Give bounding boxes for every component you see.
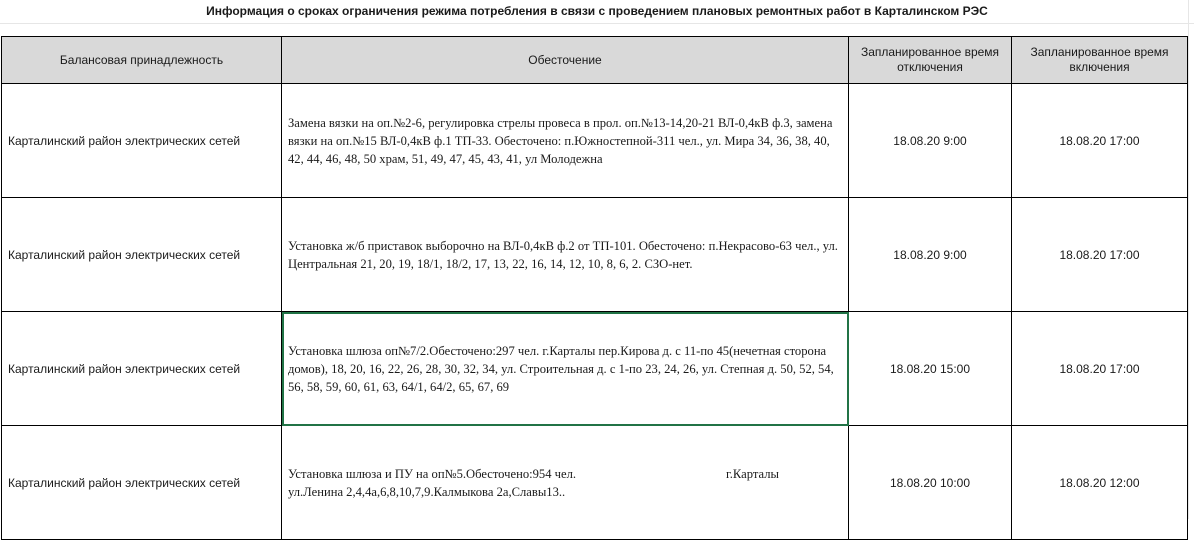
cell-work[interactable] [282,426,849,540]
cell-work-selected[interactable]: Установка шлюза оп№7/2.Обесточено:297 чел. г.Карталы пер.Кирова д. с 11-по 45(нечетная сторона домов), 18, 20, 16, 22, 26, 28, 30, 32, 34, ул. Строительная д. с 1-по 23, 24, 26, ул. Степная д. 50, 52, 54, 56, 58, 59, 60, 61, 63, 64/1, 64/2, 65, 67, 69 [282,312,849,426]
table-row [2,426,1188,540]
header-off-time[interactable]: Запланированное время отключения [849,37,1012,84]
cell-work-text-part: ул.Ленина 2,4,4а,6,8,10,7,9.Калмыкова 2а,Славы13.. [288,484,566,499]
cell-off-time[interactable]: 18.08.20 15:00 [849,312,1012,426]
cell-owner[interactable]: Карталинский район электрических сетей [2,198,282,312]
cell-off-time[interactable]: 18.08.20 9:00 [849,198,1012,312]
table-header-row [2,37,1188,84]
cell-work-text-part: г.Карталы [726,466,779,481]
cell-owner[interactable]: Карталинский район электрических сетей [2,312,282,426]
cell-on-time[interactable]: 18.08.20 17:00 [1012,84,1188,198]
header-owner[interactable]: Балансовая принадлежность [2,37,282,84]
cell-off-time[interactable]: 18.08.20 10:00 [849,426,1012,540]
header-on-time[interactable]: Запланированное время включения [1012,37,1188,84]
page-title: Информация о сроках ограничения режима потребления в связи с проведением плановых ремонтных работ в Карталинском РЭС [206,4,988,18]
cell-off-time[interactable]: 18.08.20 9:00 [849,84,1012,198]
sheet-gridline [1188,0,1189,519]
cell-work[interactable]: Установка ж/б приставок выборочно на ВЛ-0,4кВ ф.2 от ТП-101. Обесточено: п.Некрасово-63 чел., ул. Центральная 21, 20, 19, 18/1, 18/2, 17, 13, 22, 16, 14, 12, 10, 8, 6, 2. СЗО-нет. [282,198,849,312]
cell-work-text-part: Установка шлюза и ПУ на оп№5.Обесточено:954 чел. [288,466,577,481]
cell-owner[interactable]: Карталинский район электрических сетей [2,84,282,198]
table-row [2,84,1188,198]
outage-table [1,36,1188,540]
header-work[interactable]: Обесточение [282,37,849,84]
cell-on-time[interactable]: 18.08.20 17:00 [1012,198,1188,312]
table-row [2,312,1188,426]
cell-owner[interactable]: Карталинский район электрических сетей [2,426,282,540]
table-row [2,198,1188,312]
sheet-gridline [0,23,1194,24]
cell-on-time[interactable]: 18.08.20 17:00 [1012,312,1188,426]
cell-work[interactable]: Замена вязки на оп.№2-6, регулировка стрелы провеса в прол. оп.№13-14,20-21 ВЛ-0,4кВ ф.3, замена вязки на оп.№15 ВЛ-0,4кВ ф.1 ТП-33. Обесточено: п.Южностепной-311 чел., ул. Мира 34, 36, 38, 40, 42, 44, 46, 48, 50 храм, 51, 49, 47, 45, 43, 41, ул Молодежна [282,84,849,198]
cell-on-time[interactable]: 18.08.20 12:00 [1012,426,1188,540]
